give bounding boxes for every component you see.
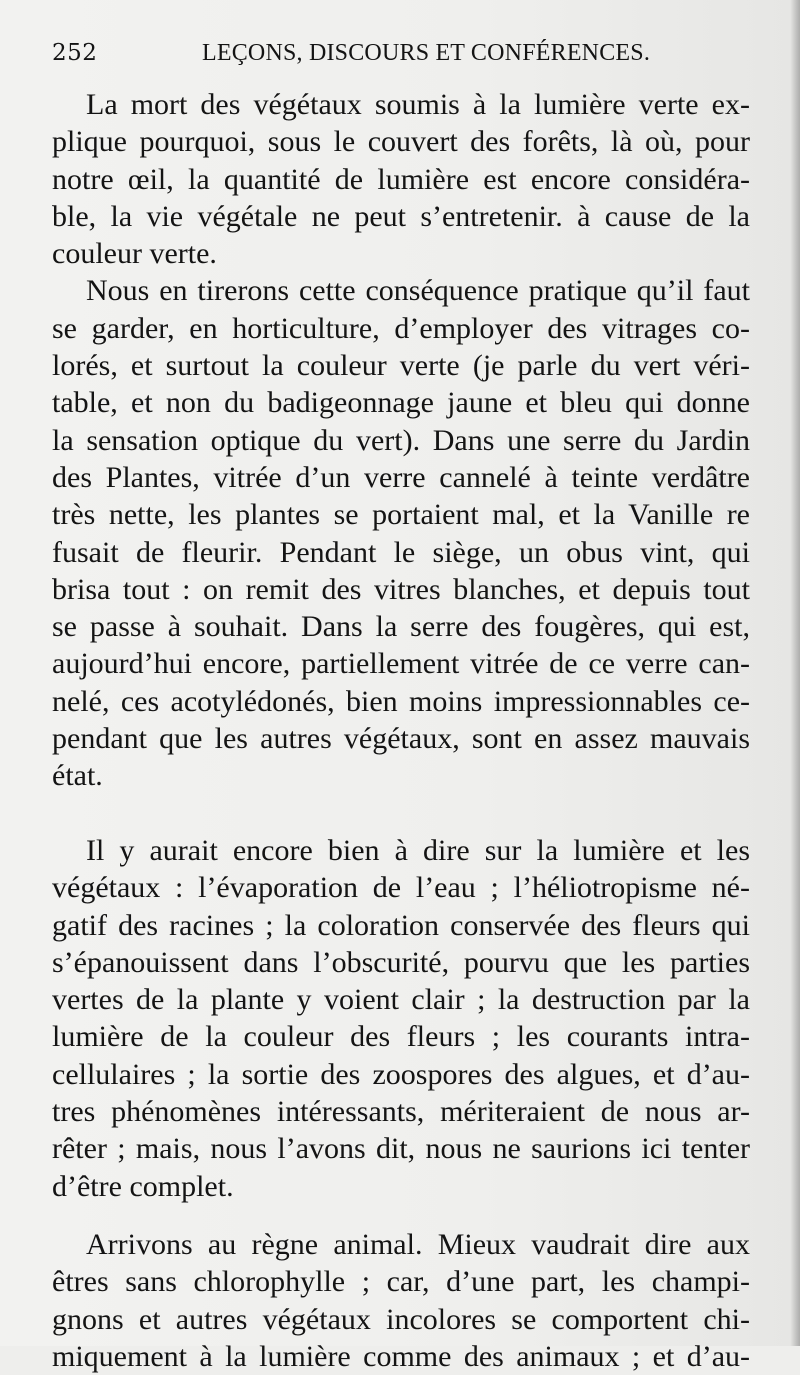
text-line	[52, 795, 750, 832]
text-line: plique pourquoi, sous le couvert des forêts, là où, pour	[52, 125, 750, 159]
text-line: état.	[52, 759, 103, 793]
text-line: ble, la vie végétale ne peut s’entretenir. à cause de la	[52, 199, 750, 233]
text-line: notre œil, la quantité de lumière est encore considéra-	[52, 162, 750, 196]
text-line: se passe à souhait. Dans la serre des fougères, qui est,	[52, 610, 750, 644]
running-title: LEÇONS, DISCOURS ET CONFÉRENCES.	[202, 40, 651, 66]
text-line: tres phénomènes intéressants, mériteraient de nous ar-	[52, 1095, 750, 1129]
text-line: pendant que les autres végétaux, sont en assez mauvais	[52, 722, 750, 756]
text-line: des Plantes, vitrée d’un verre cannelé à teinte verdâtre	[52, 460, 750, 494]
text-line: gatif des racines ; la coloration conservée des fleurs qui	[52, 908, 750, 942]
text-line: la sensation optique du vert). Dans une serre du Jardin	[52, 423, 750, 457]
text-line: miquement à la lumière comme des animaux ; et d’au-	[52, 1339, 750, 1373]
text-line: êtres sans chlorophylle ; car, d’une part, les champi-	[52, 1265, 750, 1299]
text-line: végétaux : l’évaporation de l’eau ; l’héliotropisme né-	[52, 871, 750, 905]
text-line: table, et non du badigeonnage jaune et bleu qui donne	[52, 386, 750, 420]
text-line: fusait de fleurir. Pendant le siège, un obus vint, qui	[52, 535, 750, 569]
text-line: nelé, ces acotylédonés, bien moins impressionnables ce-	[52, 684, 750, 718]
page-edge-shadow	[790, 0, 800, 1346]
text-line: lorés, et surtout la couleur verte (je parle du vert véri-	[52, 349, 750, 383]
text-line: Nous en tirerons cette conséquence pratique qu’il faut	[86, 274, 750, 308]
text-line: vertes de la plante y voient clair ; la destruction par la	[52, 983, 750, 1017]
text-line: lumière de la couleur des fleurs ; les courants intra-	[52, 1020, 750, 1054]
paragraph	[52, 272, 750, 831]
page-number: 252	[52, 40, 98, 66]
text-line: Arrivons au règne animal. Mieux vaudrait dire aux	[86, 1227, 750, 1261]
paragraph	[52, 832, 750, 1205]
text-line: La mort des végétaux soumis à la lumière verte ex-	[86, 88, 750, 121]
text-line: Il y aurait encore bien à dire sur la lumière et les	[86, 833, 750, 867]
text-line: s’épanouissent dans l’obscurité, pourvu que les parties	[52, 945, 750, 979]
text-line: d’être complet.	[52, 1169, 234, 1203]
text-line: rêter ; mais, nous l’avons dit, nous ne saurions ici tenter	[52, 1132, 750, 1166]
text-line: aujourd’hui encore, partiellement vitrée de ce verre can-	[52, 647, 750, 681]
body-text	[52, 86, 750, 1375]
running-header	[52, 40, 752, 76]
text-line: couleur verte.	[52, 237, 217, 271]
text-line: se garder, en horticulture, d’employer des vitrages co-	[52, 311, 750, 345]
paragraph-gap	[52, 1205, 750, 1226]
paragraph	[52, 86, 750, 272]
text-line: brisa tout : on remit des vitres blanches, et depuis tout	[52, 572, 750, 606]
text-line: cellulaires ; la sortie des zoospores des algues, et d’au-	[52, 1057, 750, 1091]
text-line: très nette, les plantes se portaient mal, et la Vanille re	[52, 498, 750, 532]
paragraph	[52, 1226, 750, 1375]
text-line: gnons et autres végétaux incolores se comportent chi-	[52, 1302, 750, 1336]
